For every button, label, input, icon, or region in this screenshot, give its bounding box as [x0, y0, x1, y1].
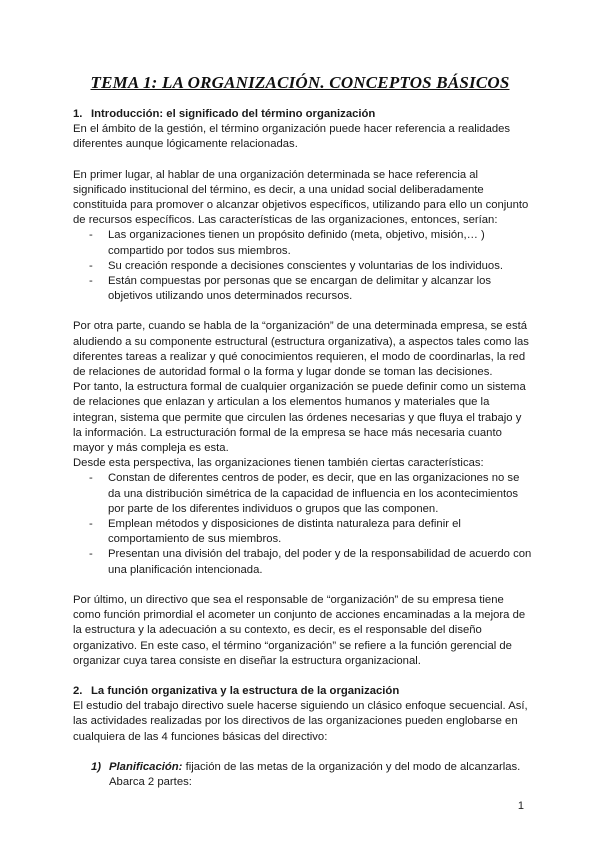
paragraph: Por otra parte, cuando se habla de la “organización” de una determinada empresa, se está aludiendo a su componente estructural (estructura organizativa), a aspectos tales como las diferentes tareas a realizar y qué conocimientos requieren, el modo de coordinarlas, la red de relaciones de autoridad formal o la forma y lugar donde se toman las decisiones.: [73, 320, 529, 379]
section-heading-1: [73, 107, 533, 122]
list-item: - Su creación responde a decisiones conscientes y voluntarias de los individuos.: [73, 259, 533, 274]
paragraph: El estudio del trabajo directivo suele hacerse siguiendo un clásico enfoque secuencial. Así, las actividades realizadas por los directivos de las organizaciones pueden englobarse en cualquiera de las 4 funciones básicas del directivo:: [73, 700, 528, 743]
page-number: 1: [517, 800, 524, 812]
dash-list: [73, 228, 533, 304]
document-body: [73, 107, 533, 790]
list-item: - Las organizaciones tienen un propósito definido (meta, objetivo, misión,… ) compartido por todos sus miembros.: [73, 228, 533, 258]
list-item: - Están compuestas por personas que se encargan de delimitar y alcanzar los objetivos utilizando unos determinados recursos.: [73, 274, 533, 304]
list-item: - Constan de diferentes centros de poder, es decir, que en las organizaciones no se da una distribución simétrica de la capacidad de influencia en los acontecimientos por parte de los diferentes individuos o grupos que las componen.: [73, 471, 533, 517]
section-number: 2.: [73, 684, 83, 697]
section-heading-text: Introducción: el significado del término organización: [91, 108, 376, 120]
paragraph: En primer lugar, al hablar de una organización determinada se hace referencia al significado institucional del término, es decir, a una unidad social deliberadamente constituida para promover o alcanzar objetivos específicos, utilizando para ello un conjunto de recursos específicos. Las características de las organizaciones, entonces, serían:: [73, 168, 529, 227]
section-number: 1.: [73, 108, 83, 120]
paragraph: Por tanto, la estructura formal de cualquier organización se puede definir como un sistema de relaciones que enlazan y articulan a los elementos humanos y materiales que la integran, sistema que permite que circulen las órdenes necesarias y que fluya el trabajo y la información. La estructuración formal de la empresa se hace más necesaria cuanto mayor y más compleja es esta.: [73, 381, 526, 455]
item-number: 1): [90, 760, 101, 773]
paragraph: Desde esta perspectiva, las organizaciones tienen también ciertas características:: [73, 457, 484, 470]
item-title: Planificación:: [109, 760, 183, 773]
section-heading-2: [73, 684, 533, 699]
section-heading-text: La función organizativa y la estructura de la organización: [91, 684, 400, 697]
page-title: TEMA 1: LA ORGANIZACIÓN. CONCEPTOS BÁSICOS: [90, 73, 510, 92]
dash-list: [73, 471, 533, 577]
list-item: - Presentan una división del trabajo, del poder y de la responsabilidad de acuerdo con una planificación intencionada.: [73, 547, 533, 577]
paragraph: Por último, un directivo que sea el responsable de “organización” de su empresa tiene como función primordial el acometer un conjunto de acciones encaminadas a la mejora de la estructura y la adecuación a su contexto, es decir, es el responsable del diseño organizativo. En este caso, el término “organización” se refiere a la función gerencial de organizar cuya tarea consiste en diseñar la estructura organizacional.: [73, 593, 526, 667]
numbered-item: [73, 760, 533, 790]
item-text: fijación de las metas de la organización y del modo de alcanzarlas. Abarca 2 partes:: [109, 760, 521, 788]
list-item: - Emplean métodos y disposiciones de distinta naturaleza para definir el comportamiento de sus miembros.: [73, 517, 533, 547]
paragraph: En el ámbito de la gestión, el término organización puede hacer referencia a realidades diferentes aunque lógicamente relacionadas.: [73, 123, 511, 151]
